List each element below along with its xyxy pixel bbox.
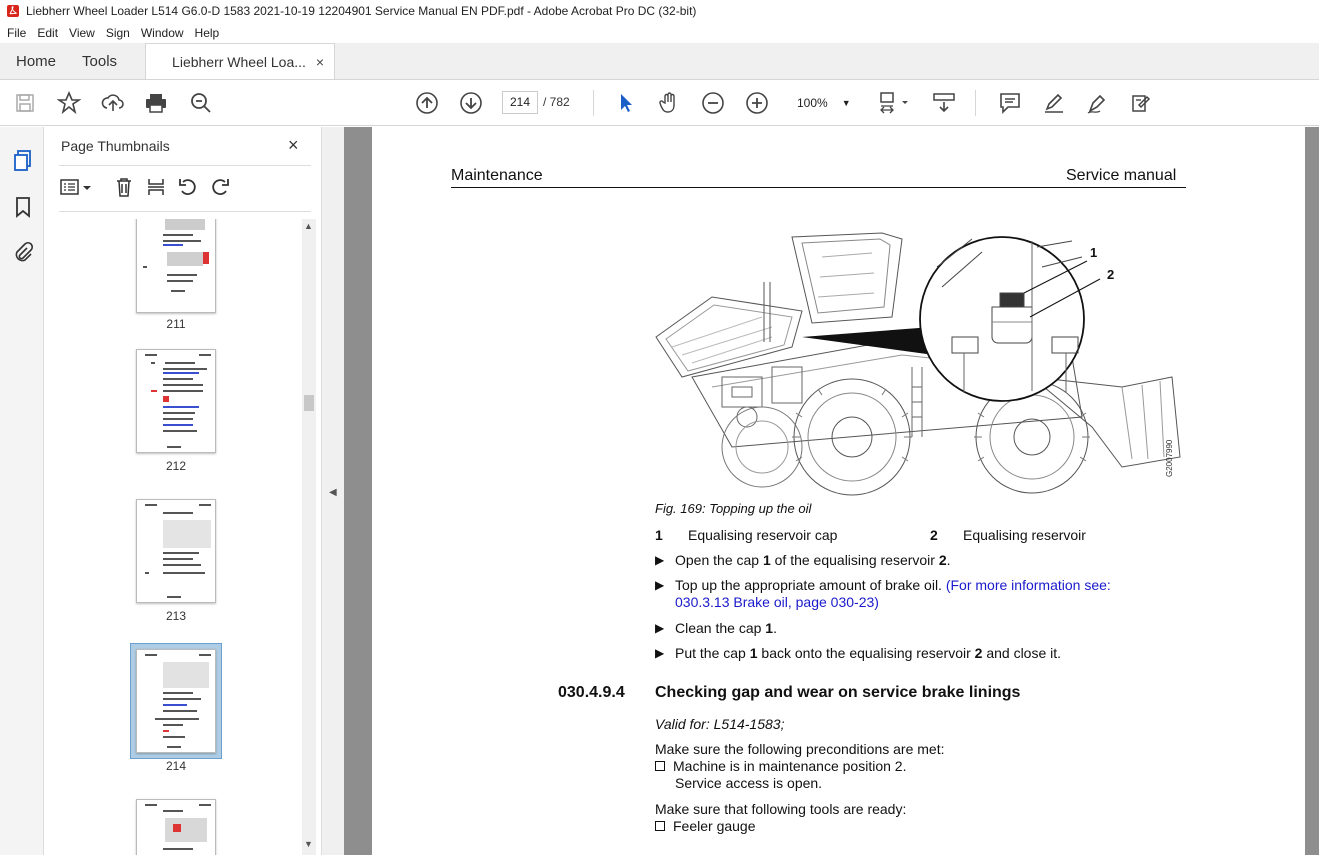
previous-page-icon[interactable] [415, 91, 439, 115]
thumbnail-page[interactable] [136, 799, 216, 855]
menu-view[interactable]: View [69, 25, 95, 40]
tab-tools[interactable] [72, 43, 133, 79]
menu-edit[interactable]: Edit [37, 25, 59, 40]
panel-collapse-handle[interactable] [321, 127, 344, 855]
precondition-item: Service access is open. [675, 775, 823, 791]
tab-bar [0, 43, 1319, 80]
zoom-value: 100% [797, 95, 828, 110]
thumbnail-options-icon[interactable] [59, 176, 93, 203]
legend-item [655, 527, 838, 543]
print-icon[interactable] [144, 91, 168, 115]
figure-code: G2007990 [1165, 439, 1174, 477]
scroll-up-icon[interactable]: ▲ [304, 221, 313, 231]
page-header-left: Maintenance [451, 167, 543, 184]
acrobat-app-icon [6, 4, 20, 18]
scrollbar-thumb[interactable] [304, 395, 314, 411]
fill-sign-icon[interactable] [1129, 91, 1153, 115]
thumbnail-tools [59, 177, 231, 201]
tab-document[interactable] [145, 43, 335, 79]
select-cursor-icon[interactable] [614, 91, 638, 115]
wheel-loader-figure [652, 227, 1182, 497]
rotate-right-icon[interactable] [209, 176, 231, 203]
zoom-select[interactable] [791, 91, 855, 114]
precondition-item: Machine is in maintenance position 2. [655, 758, 906, 774]
legend-text: Equalising reservoir cap [688, 527, 838, 543]
thumbnail-scrollbar[interactable] [302, 219, 316, 855]
step-arrow-icon: ▶ [655, 621, 665, 635]
insert-page-icon[interactable] [145, 176, 167, 203]
thumbnail-label: 211 [166, 317, 186, 331]
hand-tool-icon[interactable] [657, 91, 681, 115]
attachments-icon[interactable] [12, 241, 34, 263]
legend-number: 1 [655, 527, 663, 543]
step-arrow-icon: ▶ [655, 578, 665, 592]
page-thumbnails-icon[interactable] [12, 149, 34, 171]
thumbnail-list [45, 219, 303, 855]
fit-page-icon[interactable] [877, 91, 913, 115]
upload-icon[interactable] [101, 91, 125, 115]
title-bar [0, 0, 1319, 22]
header-rule [451, 187, 1186, 188]
thumbnail-page[interactable] [136, 219, 216, 313]
thumbnail-page[interactable] [136, 499, 216, 603]
bookmark-star-icon[interactable] [57, 91, 81, 115]
tab-tools-label: Tools [82, 52, 118, 70]
legend-text: Equalising reservoir [963, 527, 1086, 543]
callout-2: 2 [1107, 267, 1115, 282]
comment-icon[interactable] [998, 91, 1022, 115]
tools-intro: Make sure that following tools are ready: [655, 801, 907, 817]
menu-window[interactable]: Window [140, 25, 184, 40]
preconditions-intro: Make sure the following preconditions are met: [655, 741, 945, 757]
panel-divider [59, 211, 311, 212]
step-arrow-icon: ▶ [655, 646, 665, 660]
tool-item: Feeler gauge [655, 818, 756, 834]
tab-home-label: Home [16, 52, 57, 70]
tab-home[interactable] [0, 43, 72, 79]
thumbnail-label: 214 [165, 759, 187, 773]
tab-document-label: Liebherr Wheel Loa... [172, 53, 306, 70]
thumbnail-label: 212 [165, 459, 187, 473]
bookmarks-icon[interactable] [12, 196, 34, 218]
page-header-right: Service manual [1066, 167, 1177, 184]
legend-item [930, 527, 1086, 543]
main-toolbar [0, 80, 1319, 126]
zoom-in-icon[interactable] [745, 91, 769, 115]
thumbnail-page[interactable] [136, 349, 216, 453]
zoom-search-icon[interactable] [189, 91, 213, 115]
document-canvas [344, 127, 1319, 855]
navigation-rail [0, 127, 44, 855]
thumbnail-label: 213 [165, 609, 187, 623]
rotate-left-icon[interactable] [177, 176, 199, 203]
thumbnail-page-selected[interactable] [136, 649, 216, 753]
menu-file[interactable]: File [7, 25, 27, 40]
toolbar-separator [975, 90, 976, 116]
checkbox-icon [655, 761, 665, 771]
save-icon[interactable] [13, 91, 37, 115]
panel-divider [59, 165, 311, 166]
scroll-down-icon[interactable]: ▼ [304, 839, 313, 849]
menu-bar [0, 22, 1319, 43]
step-arrow-icon: ▶ [655, 553, 665, 567]
panel-title: Page Thumbnails [61, 138, 170, 154]
valid-for-note: Valid for: L514-1583; [655, 716, 785, 732]
zoom-out-icon[interactable] [701, 91, 725, 115]
legend-number: 2 [930, 527, 938, 543]
cross-reference-link[interactable]: (For more information see: [945, 577, 1111, 593]
highlight-pen-icon[interactable] [1042, 91, 1066, 115]
cross-reference-link[interactable]: 030.3.13 Brake oil, page 030-23) [675, 594, 879, 610]
figure-caption: Fig. 169: Topping up the oil [655, 501, 812, 516]
callout-1: 1 [1090, 245, 1098, 260]
scroll-mode-icon[interactable] [932, 91, 956, 115]
section-number: 030.4.9.4 [558, 684, 625, 701]
window-title: Liebherr Wheel Loader L514 G6.0-D 1583 2021-10-19 12204901 Service Manual EN PDF.pdf - Adobe Acrobat Pro DC (32-bit) [26, 4, 697, 18]
toolbar-separator [593, 90, 594, 116]
collapse-left-icon[interactable]: ◀ [329, 487, 337, 498]
next-page-icon[interactable] [459, 91, 483, 115]
sign-pen-icon[interactable] [1086, 91, 1110, 115]
thumbnails-panel [45, 127, 321, 855]
document-page: Maintenance Service manual 1 2 G2007990 Fig. 169: Topping up the oil 1 Equalising reservoir cap 2 Equalising reservoir ▶ Open the cap 1 of the equalising reservoir 2. ▶ Top up the appropriate amount of brake oil. (For more information see: 030.3.13 Brake oil, page 030-23) ▶ Clean the cap 1. ▶ Put the cap 1 back onto the equalising reservoir 2 and close it. 030.4.9.4 Checking gap and wear on service brake linings Valid for: L514-1583; Make sure the following preconditions are met: Machine is in maintenance position 2. Service access is open. Make sure that following tools are ready: Feeler gauge [372, 127, 1305, 855]
section-title: Checking gap and wear on service brake linings [655, 684, 1021, 701]
menu-sign[interactable]: Sign [105, 25, 130, 40]
panel-close-icon[interactable]: × [288, 135, 299, 155]
page-total: / 782 [543, 95, 570, 109]
checkbox-icon [655, 821, 665, 831]
tab-close-icon[interactable]: × [315, 53, 325, 70]
page-number-input[interactable]: 214 [502, 91, 538, 114]
delete-page-icon[interactable] [113, 176, 135, 203]
chevron-down-icon: ▼ [841, 97, 851, 108]
menu-help[interactable]: Help [194, 25, 220, 40]
